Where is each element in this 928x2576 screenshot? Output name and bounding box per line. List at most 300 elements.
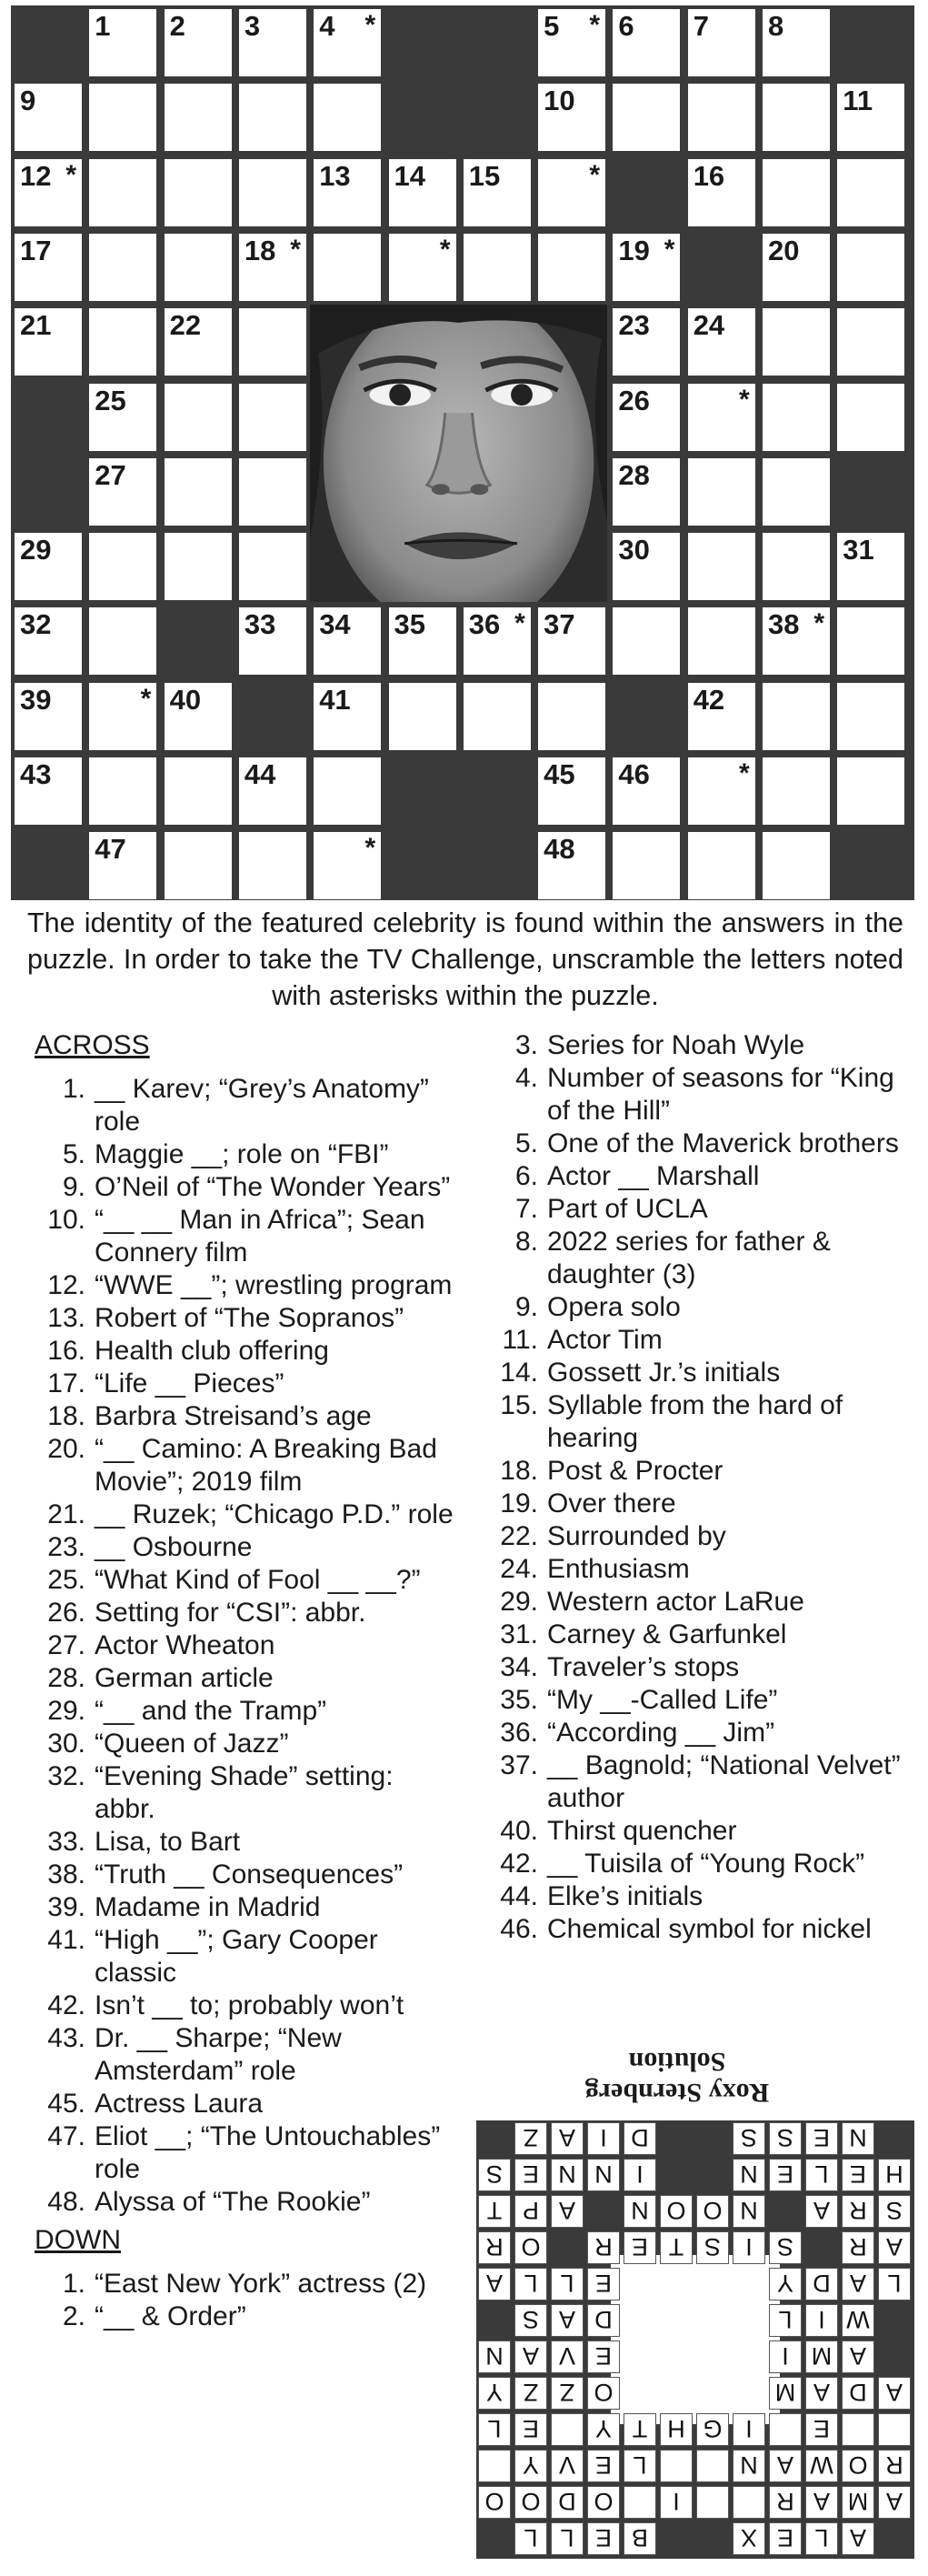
grid-cell[interactable]	[165, 832, 232, 899]
grid-cell[interactable]	[538, 234, 605, 301]
clue-number: 38	[768, 608, 800, 641]
solution-cell: E	[514, 2159, 547, 2191]
grid-cell[interactable]	[165, 384, 232, 451]
grid-cell[interactable]	[464, 607, 531, 675]
clue-number: 42	[693, 683, 725, 716]
grid-cell[interactable]	[89, 607, 156, 675]
clue-item	[25, 1138, 460, 1171]
clue-item	[25, 1629, 460, 1662]
clue-item	[25, 1990, 460, 2022]
clue-number: 33	[244, 608, 276, 641]
grid-cell[interactable]	[688, 159, 755, 226]
grid-cell[interactable]	[165, 458, 232, 526]
grid-cell[interactable]	[837, 757, 904, 825]
clue-number-label: 45.	[47, 2089, 85, 2119]
grid-cell[interactable]	[89, 9, 156, 76]
grid-cell[interactable]	[613, 607, 680, 675]
grid-cell[interactable]	[613, 384, 680, 451]
grid-cell[interactable]	[763, 84, 830, 151]
solution-cell: S	[878, 2195, 911, 2228]
grid-cell[interactable]	[314, 234, 381, 301]
grid-cell[interactable]	[15, 533, 82, 600]
grid-cell[interactable]	[314, 683, 381, 750]
solution-cell: O	[660, 2195, 693, 2228]
grid-cell[interactable]	[613, 9, 680, 76]
clue-text: Carney & Garfunkel	[547, 1619, 787, 1649]
clue-number: 31	[843, 534, 874, 566]
asterisk-marker: *	[813, 608, 824, 639]
grid-cell[interactable]	[15, 84, 82, 151]
grid-cell[interactable]	[763, 683, 830, 750]
solution-cell	[878, 2413, 911, 2446]
grid-cell[interactable]	[613, 84, 680, 151]
clue-item	[25, 1891, 460, 1924]
grid-cell[interactable]	[763, 384, 830, 451]
solution-cell: L	[769, 2304, 802, 2337]
solution-credit: Roxy Sternberg	[584, 2078, 770, 2108]
clue-item	[478, 1389, 910, 1455]
solution-cell: W	[805, 2450, 838, 2482]
solution-cell: A	[805, 2377, 838, 2410]
solution-cell: E	[805, 2122, 838, 2155]
grid-cell[interactable]	[239, 308, 306, 376]
grid-cell[interactable]	[464, 234, 531, 301]
solution-cell: I	[733, 2231, 765, 2264]
clue-number-label: 26.	[47, 1598, 85, 1628]
clue-number: 4	[319, 10, 335, 42]
grid-cell[interactable]	[688, 84, 755, 151]
clue-item	[478, 1848, 910, 1880]
asterisk-marker: *	[739, 758, 750, 788]
solution-cell: V	[551, 2340, 584, 2373]
clue-item	[478, 1324, 910, 1357]
grid-cell[interactable]	[89, 757, 156, 825]
grid-cell[interactable]	[763, 308, 830, 376]
clue-number: 27	[95, 458, 126, 491]
clue-item	[478, 1717, 910, 1749]
grid-cell[interactable]	[763, 533, 830, 600]
clue-text: Gossett Jr.’s initials	[547, 1358, 781, 1388]
solution-cell: E	[769, 2159, 802, 2191]
grid-cell[interactable]	[239, 384, 306, 451]
clue-text: Series for Noah Wyle	[547, 1030, 805, 1060]
clue-number-label: 41.	[47, 1925, 85, 1955]
solution-cell: O	[514, 2231, 547, 2264]
clue-text: “My __-Called Life”	[547, 1685, 778, 1715]
grid-cell[interactable]	[464, 683, 531, 750]
grid-cell[interactable]	[239, 533, 306, 600]
clue-number-label: 12.	[47, 1270, 85, 1300]
solution-cell: A	[551, 2304, 584, 2337]
grid-cell[interactable]	[538, 9, 605, 76]
asterisk-marker: *	[739, 384, 750, 415]
clue-text: Dr. __ Sharpe; “New Amsterdam” role	[95, 2023, 342, 2086]
grid-cell[interactable]	[389, 683, 456, 750]
clue-text: German article	[95, 1663, 274, 1693]
grid-cell[interactable]	[15, 234, 82, 301]
solution-cell: L	[514, 2522, 547, 2555]
solution-cell: O	[587, 2377, 620, 2410]
grid-cell[interactable]	[763, 458, 830, 526]
clue-text: “What Kind of Fool __ __?”	[95, 1565, 421, 1595]
solution-cell: A	[842, 2340, 874, 2373]
grid-cell[interactable]	[538, 683, 605, 750]
grid-cell[interactable]	[15, 159, 82, 226]
grid-cell[interactable]	[165, 308, 232, 376]
grid-cell[interactable]	[165, 9, 232, 76]
clue-number: 26	[618, 384, 650, 416]
grid-cell[interactable]	[613, 458, 680, 526]
clue-text: “Evening Shade” setting: abbr.	[95, 1761, 394, 1824]
grid-cell[interactable]	[763, 159, 830, 226]
grid-cell[interactable]	[389, 607, 456, 675]
grid-cell[interactable]	[89, 384, 156, 451]
grid-cell[interactable]	[239, 84, 306, 151]
clue-text: Robert of “The Sopranos”	[95, 1303, 404, 1333]
clue-text: __ Tuisila of “Young Rock”	[547, 1849, 865, 1879]
grid-cell[interactable]	[688, 607, 755, 675]
solution-cell: A	[769, 2450, 802, 2482]
clue-text: “Truth __ Consequences”	[95, 1859, 404, 1889]
clue-text: “__ __ Man in Africa”; Sean Connery film	[95, 1205, 425, 1268]
clue-number: 8	[768, 10, 784, 42]
clue-number: 2	[169, 10, 185, 42]
grid-cell[interactable]	[763, 234, 830, 301]
clue-text: __ Bagnold; “National Velvet” author	[547, 1750, 901, 1813]
solution-cell: S	[478, 2159, 511, 2191]
grid-cell[interactable]	[239, 9, 306, 76]
clue-number-label: 29.	[47, 1696, 85, 1726]
solution-cell: E	[842, 2159, 874, 2191]
grid-cell[interactable]	[763, 832, 830, 899]
clue-item	[478, 1062, 910, 1128]
clue-text: “Queen of Jazz”	[95, 1729, 289, 1759]
solution-cell: Y	[514, 2450, 547, 2482]
clue-item	[25, 2268, 460, 2300]
solution-cell: S	[514, 2304, 547, 2337]
solution-cell: Z	[514, 2122, 547, 2155]
grid-cell[interactable]	[165, 234, 232, 301]
asterisk-marker: *	[290, 234, 301, 265]
clue-number: 39	[20, 683, 52, 716]
celebrity-photo	[310, 305, 607, 602]
clue-number-label: 29.	[500, 1587, 538, 1617]
grid-cell[interactable]	[688, 757, 755, 825]
clue-item	[25, 1498, 460, 1531]
down-heading: DOWN	[35, 2225, 121, 2255]
grid-cell[interactable]	[15, 308, 82, 376]
clue-number-label: 8.	[514, 1227, 538, 1257]
grid-cell[interactable]	[613, 832, 680, 899]
clue-number: 10	[544, 85, 575, 117]
solution-cell: E	[805, 2413, 838, 2446]
solution-cell: Y	[587, 2413, 620, 2446]
grid-cell[interactable]	[89, 533, 156, 600]
clue-number-label: 5.	[514, 1128, 538, 1158]
clue-number-label: 4.	[514, 1063, 538, 1093]
asterisk-marker: *	[589, 159, 601, 190]
clue-text: O’Neil of “The Wonder Years”	[95, 1172, 451, 1202]
grid-cell[interactable]	[15, 757, 82, 825]
grid-cell[interactable]	[314, 159, 381, 226]
solution-cell: N	[842, 2122, 874, 2155]
grid-cell[interactable]	[239, 159, 306, 226]
clue-number-label: 27.	[47, 1630, 85, 1660]
clue-text: Maggie __; role on “FBI”	[95, 1139, 389, 1169]
grid-cell[interactable]	[688, 683, 755, 750]
clue-number: 47	[95, 833, 126, 866]
clue-item	[478, 1749, 910, 1815]
grid-cell[interactable]	[837, 607, 904, 675]
clue-number-label: 32.	[47, 1761, 85, 1791]
clue-item	[25, 2120, 460, 2186]
clue-item	[478, 1160, 910, 1193]
grid-cell[interactable]	[763, 757, 830, 825]
clue-number: 46	[618, 758, 650, 790]
solution-cell: D	[551, 2486, 584, 2519]
solution-cell: S	[769, 2122, 802, 2155]
clue-item	[25, 1368, 460, 1400]
clue-item	[25, 1400, 460, 1433]
grid-cell[interactable]	[837, 308, 904, 376]
clue-number-label: 40.	[500, 1816, 538, 1846]
grid-cell[interactable]	[688, 9, 755, 76]
clue-text: Enthusiasm	[547, 1554, 690, 1584]
grid-cell[interactable]	[613, 757, 680, 825]
grid-cell[interactable]	[89, 458, 156, 526]
grid-cell[interactable]	[165, 533, 232, 600]
clue-number: 14	[394, 159, 425, 192]
solution-cell: I	[769, 2340, 802, 2373]
clue-number-label: 30.	[47, 1729, 85, 1759]
grid-cell[interactable]	[89, 832, 156, 899]
clue-item	[25, 2022, 460, 2088]
clue-item	[478, 1193, 910, 1226]
clue-number-label: 9.	[62, 1172, 85, 1202]
clue-item	[478, 1651, 910, 1684]
clue-number: 44	[244, 758, 276, 790]
clue-text: “__ and the Tramp”	[95, 1696, 327, 1726]
clue-item	[478, 1684, 910, 1717]
solution-cell: R	[478, 2231, 511, 2264]
grid-cell[interactable]	[314, 607, 381, 675]
grid-cell[interactable]	[837, 159, 904, 226]
asterisk-marker: *	[65, 159, 76, 190]
clue-text: __ Ruzek; “Chicago P.D.” role	[95, 1499, 454, 1529]
clue-number-label: 25.	[47, 1565, 85, 1595]
grid-cell[interactable]	[89, 683, 156, 750]
grid-cell[interactable]	[314, 757, 381, 825]
grid-cell[interactable]	[239, 234, 306, 301]
solution-cell: A	[878, 2377, 911, 2410]
clue-number: 23	[618, 309, 650, 342]
clue-item	[478, 1586, 910, 1619]
clue-number: 30	[618, 534, 650, 566]
clue-item	[25, 2186, 460, 2219]
solution-cell: A	[805, 2486, 838, 2519]
crossword-grid	[11, 5, 914, 900]
grid-cell[interactable]	[15, 683, 82, 750]
clue-item	[25, 1269, 460, 1302]
clue-number-label: 15.	[500, 1390, 538, 1420]
clue-text: __ Osbourne	[95, 1532, 253, 1562]
grid-cell[interactable]	[763, 607, 830, 675]
clue-text: Western actor LaRue	[547, 1587, 804, 1617]
solution-cell: N	[733, 2195, 765, 2228]
grid-cell[interactable]	[89, 84, 156, 151]
clue-text: Barbra Streisand’s age	[95, 1401, 372, 1431]
clue-text: “__ Camino: A Breaking Bad Movie”; 2019 film	[95, 1434, 437, 1497]
clue-number-label: 18.	[500, 1456, 538, 1486]
clue-number-label: 23.	[47, 1532, 85, 1562]
clue-number-label: 42.	[500, 1849, 538, 1879]
grid-cell[interactable]	[165, 683, 232, 750]
clue-text: Over there	[547, 1488, 676, 1519]
grid-cell[interactable]	[239, 832, 306, 899]
grid-cell[interactable]	[538, 607, 605, 675]
grid-cell[interactable]	[688, 832, 755, 899]
grid-cell[interactable]	[538, 84, 605, 151]
solution-cell: S	[733, 2122, 765, 2155]
grid-cell[interactable]	[538, 159, 605, 226]
grid-cell[interactable]	[837, 234, 904, 301]
grid-cell[interactable]	[538, 757, 605, 825]
clue-item	[478, 1128, 910, 1160]
clue-item	[478, 1226, 910, 1291]
instructions-text: The identity of the featured celebrity is found within the answers in the puzzle. In order to take the TV Challenge, unscramble the letters noted with asterisks within the puzzle.	[27, 907, 903, 1011]
grid-cell[interactable]	[239, 458, 306, 526]
grid-cell[interactable]	[688, 458, 755, 526]
grid-cell[interactable]	[165, 757, 232, 825]
solution-cell: A	[878, 2486, 911, 2519]
solution-cell: L	[805, 2522, 838, 2555]
grid-cell[interactable]	[837, 533, 904, 600]
clue-number: 1	[95, 10, 111, 42]
grid-cell[interactable]	[837, 84, 904, 151]
solution-cell	[769, 2413, 802, 2446]
clue-item	[25, 1760, 460, 1826]
solution-cell: N	[551, 2159, 584, 2191]
grid-cell[interactable]	[89, 308, 156, 376]
solution-cell	[696, 2450, 729, 2482]
grid-cell[interactable]	[613, 533, 680, 600]
clue-number: 40	[169, 683, 202, 716]
solution-cell: E	[514, 2413, 547, 2446]
grid-cell[interactable]	[239, 607, 306, 675]
grid-cell[interactable]	[688, 384, 755, 451]
solution-cell: W	[842, 2304, 874, 2337]
solution-cell: E	[587, 2268, 620, 2300]
clue-number-label: 28.	[47, 1663, 85, 1693]
solution-cell: I	[733, 2413, 765, 2446]
grid-cell[interactable]	[688, 308, 755, 376]
clue-number-label: 18.	[47, 1401, 85, 1431]
solution-cell: Y	[478, 2377, 511, 2410]
solution-cell: I	[660, 2486, 693, 2519]
grid-cell[interactable]	[15, 607, 82, 675]
clue-text: Traveler’s stops	[547, 1652, 740, 1682]
grid-cell[interactable]	[538, 832, 605, 899]
clue-item	[25, 1531, 460, 1564]
clue-number-label: 43.	[47, 2023, 85, 2053]
grid-cell[interactable]	[464, 159, 531, 226]
solution-cell: E	[769, 2522, 802, 2555]
grid-cell[interactable]	[314, 9, 381, 76]
grid-cell[interactable]	[837, 384, 904, 451]
clue-number-label: 5.	[62, 1139, 85, 1169]
grid-cell[interactable]	[389, 159, 456, 226]
clue-text: Part of UCLA	[547, 1194, 708, 1224]
solution-cell	[660, 2450, 693, 2482]
clue-item	[478, 1357, 910, 1389]
solution-cell: S	[769, 2231, 802, 2264]
solution-cell: A	[805, 2195, 838, 2228]
solution-cell: H	[660, 2413, 693, 2446]
clue-text: Elke’s initials	[547, 1881, 703, 1911]
clue-item	[478, 1455, 910, 1488]
clue-text: One of the Maverick brothers	[547, 1128, 899, 1158]
clue-number-label: 14.	[500, 1358, 538, 1388]
clue-number: 11	[843, 85, 873, 117]
solution-cell	[478, 2450, 511, 2482]
solution-cell: N	[478, 2340, 511, 2373]
solution-cell: N	[587, 2159, 620, 2191]
clue-number-label: 36.	[500, 1718, 538, 1748]
grid-cell[interactable]	[165, 159, 232, 226]
grid-cell[interactable]	[389, 234, 456, 301]
clue-number-label: 48.	[47, 2187, 85, 2217]
grid-cell[interactable]	[688, 533, 755, 600]
clue-text: Setting for “CSI”: abbr.	[95, 1598, 366, 1628]
clue-item	[25, 1859, 460, 1891]
solution-cell: R	[587, 2231, 620, 2264]
across-heading: ACROSS	[35, 1030, 150, 1060]
grid-cell[interactable]	[89, 234, 156, 301]
grid-cell[interactable]	[314, 84, 381, 151]
solution-cell: T	[478, 2195, 511, 2228]
solution-cell: P	[514, 2195, 547, 2228]
solution-cell: Y	[769, 2268, 802, 2300]
down-clue-list-part2	[478, 1029, 910, 1946]
grid-cell[interactable]	[763, 9, 830, 76]
clue-number: 35	[394, 608, 425, 641]
grid-cell[interactable]	[613, 308, 680, 376]
clue-item	[25, 1695, 460, 1728]
grid-cell[interactable]	[837, 683, 904, 750]
clue-number-label: 35.	[500, 1685, 538, 1715]
solution-cell: T	[660, 2231, 693, 2264]
clue-number: 9	[20, 85, 36, 117]
clue-item	[478, 1488, 910, 1520]
clue-text: “High __”; Gary Cooper classic	[95, 1925, 378, 1988]
grid-cell[interactable]	[165, 84, 232, 151]
grid-cell[interactable]	[613, 234, 680, 301]
clue-number-label: 11.	[502, 1325, 538, 1355]
clue-text: Actor __ Marshall	[547, 1161, 760, 1191]
grid-cell[interactable]	[314, 832, 381, 899]
clue-text: __ Karev; “Grey’s Anatomy” role	[95, 1074, 429, 1137]
clue-number-label: 31.	[500, 1619, 538, 1649]
grid-cell[interactable]	[89, 159, 156, 226]
solution-cell: L	[624, 2450, 656, 2482]
clue-item	[25, 1204, 460, 1269]
grid-cell[interactable]	[239, 757, 306, 825]
clue-number: 48	[544, 833, 575, 866]
solution-photo-blank	[611, 2255, 780, 2424]
clue-text: 2022 series for father & daughter (3)	[547, 1227, 831, 1289]
clue-item	[478, 1619, 910, 1651]
solution-cell: O	[478, 2486, 511, 2519]
